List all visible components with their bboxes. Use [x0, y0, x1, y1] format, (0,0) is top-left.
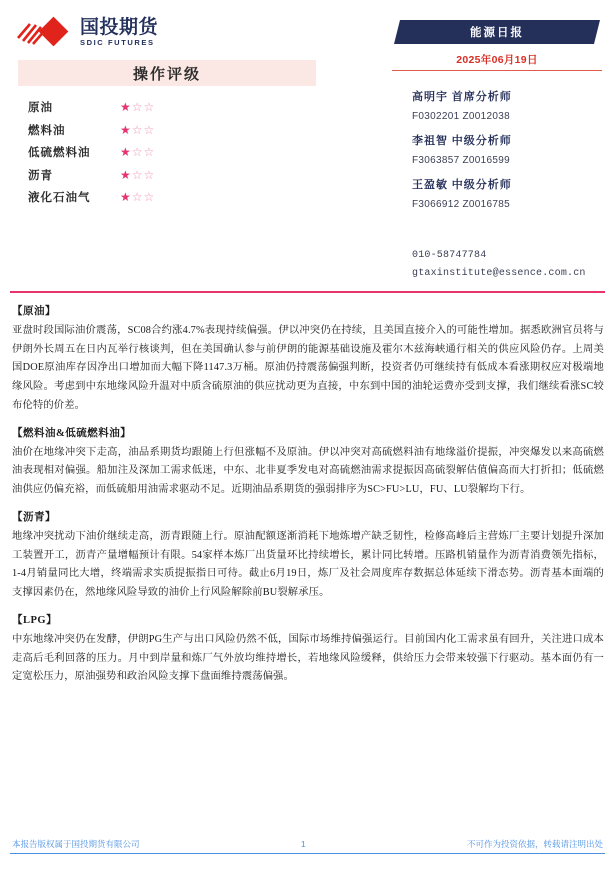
star-filled-icon: ★ — [120, 100, 131, 115]
rating-row — [28, 119, 154, 142]
rating-row — [28, 141, 154, 164]
section-body: 地缘冲突扰动下油价继续走高，沥青跟随上行。原油配额逐渐消耗下地炼增产缺乏韧性，检修高峰后主营炼厂主要计划提升深加工装置开工，沥青产量增幅预计有限。54家样本炼厂出货量环比持续增长，累计同比转增。压路机销量作为沥青消费领先指标，1-4月销量同比大增，终端需求实质提振指日可待。截止6月19日，炼厂及社会周度库存数据总体延续下滑态势。沥青基本面端的支撑因素仍在，然地缘风险导致的油价上行风险解除前BU裂解承压。 — [12, 530, 604, 599]
section-body: 中东地缘冲突仍在发酵，伊朗PG生产与出口风险仍然不低，国际市场维持偏强运行。目前国内化工需求虽有回升，关注进口成本走高后毛利回落的压力。月中到岸量和炼厂气外放均维持增长，若地缘风险缓释，供给压力会带来较强下行驱动。基本面仍有一定宽松压力，原油强势和政治风险支撑下盘面维持震荡偏强。 — [12, 633, 604, 683]
rating-row — [28, 164, 154, 187]
footer-divider — [10, 853, 605, 854]
report-type-label: 能源日报 — [470, 27, 524, 39]
section-title: 【LPG】 — [12, 614, 58, 626]
rating-commodity-name: 液化石油气 — [28, 192, 91, 205]
star-filled-icon: ★ — [120, 167, 131, 182]
star-empty-icon: ☆ — [143, 190, 155, 205]
analyst-name: 王盈敏 中级分析师 — [412, 179, 512, 191]
section-title: 【原油】 — [12, 306, 56, 317]
star-empty-icon: ☆ — [143, 167, 155, 182]
report-content — [12, 303, 604, 696]
star-empty-icon: ☆ — [131, 167, 143, 182]
contact-email: gtaxinstitute@essence.com.cn — [412, 268, 586, 279]
star-empty-icon: ☆ — [143, 100, 155, 115]
star-empty-icon: ☆ — [131, 190, 143, 205]
star-empty-icon: ☆ — [131, 145, 143, 160]
rating-commodity-name: 原油 — [28, 102, 53, 115]
contact-phone: 010-58747784 — [412, 250, 487, 261]
analyst-list — [412, 88, 512, 220]
report-date: 2025年06月19日 — [456, 54, 538, 66]
contact-block — [412, 250, 586, 286]
section-body: 亚盘时段国际油价震荡，SC08合约涨4.7%表现持续偏强。伊以冲突仍在持续，且美国直接介入的可能性增加。据悉欧洲官员将与伊朗外长周五在日内瓦举行核谈判，但在美国确认参与前伊朗的能源基础设施及霍尔木兹海峡通行相关的供应风险仍存。上周美国DOE原油库存因净出口增加而大幅下降1147.3万桶。原油仍持震荡偏强判断，投资者仍可继续持有低成本看涨期权应对极端地缘风险。考虑到中东地缘风险升温对中质含硫原油的供应扰动更为直接，中东到中国的油轮运费亦受到支撑，我们继续看涨SC较布伦特的价差。 — [12, 325, 604, 411]
section-body: 油价在地缘冲突下走高，油品系期货均跟随上行但涨幅不及原油。伊以冲突对高硫燃料油有地缘溢价提振，冲突爆发以来高硫燃油表现相对偏强。船加注及深加工需求低迷，中东、北非夏季发电对高硫燃油需求提振因高硫裂解估值偏高而大打折扣；低硫燃油供应仍偏充裕，而低硫船用油需求驱动不足。近期油品系期货的强弱排序为SC>FU>LU，FU、LU裂解均下行。 — [12, 446, 604, 496]
star-empty-icon: ☆ — [143, 122, 155, 137]
report-section — [12, 425, 604, 500]
analyst-license-codes: F3066912 Z0016785 — [412, 199, 510, 210]
report-section — [12, 612, 604, 687]
brand-name-en: SDIC FUTURES — [80, 38, 155, 47]
analyst-license-codes: F0302201 Z0012038 — [412, 111, 510, 122]
footer-page-number: 1 — [300, 839, 306, 849]
star-filled-icon: ★ — [120, 122, 131, 137]
rating-stars — [120, 146, 154, 158]
rating-row — [28, 186, 154, 209]
section-title: 【燃料油&低硫燃料油】 — [12, 427, 132, 439]
star-filled-icon: ★ — [120, 190, 131, 205]
report-footer — [12, 838, 603, 850]
analyst-name: 高明宇 首席分析师 — [412, 91, 512, 103]
footer-disclaimer: 不可作为投资依据，转载请注明出处 — [466, 839, 603, 849]
star-empty-icon: ☆ — [143, 145, 155, 160]
header-divider — [10, 291, 605, 293]
report-type-badge — [394, 20, 600, 44]
rating-stars — [120, 169, 154, 181]
rating-commodity-name: 沥青 — [28, 169, 53, 182]
analyst-license-codes: F3063857 Z0016599 — [412, 155, 510, 166]
report-section — [12, 303, 604, 416]
brand-logo — [16, 18, 158, 47]
star-filled-icon: ★ — [120, 145, 131, 160]
rating-stars — [120, 124, 154, 136]
rating-list — [28, 96, 154, 209]
rating-row — [28, 96, 154, 119]
rating-commodity-name: 燃料油 — [28, 124, 66, 137]
sdic-logo-icon — [16, 18, 74, 46]
star-empty-icon: ☆ — [131, 122, 143, 137]
brand-name-cn: 国投期货 — [80, 17, 159, 38]
footer-copyright: 本报告版权属于国投期货有限公司 — [12, 839, 140, 849]
section-title: 【沥青】 — [12, 511, 56, 523]
rating-stars — [120, 101, 154, 113]
rating-commodity-name: 低硫燃料油 — [28, 147, 91, 160]
date-divider — [392, 70, 602, 71]
report-header — [0, 0, 615, 292]
analyst-name: 李祖智 中级分析师 — [412, 135, 512, 147]
rating-panel-title: 操作评级 — [18, 60, 316, 86]
star-empty-icon: ☆ — [131, 100, 143, 115]
report-section — [12, 509, 604, 603]
rating-stars — [120, 191, 154, 203]
